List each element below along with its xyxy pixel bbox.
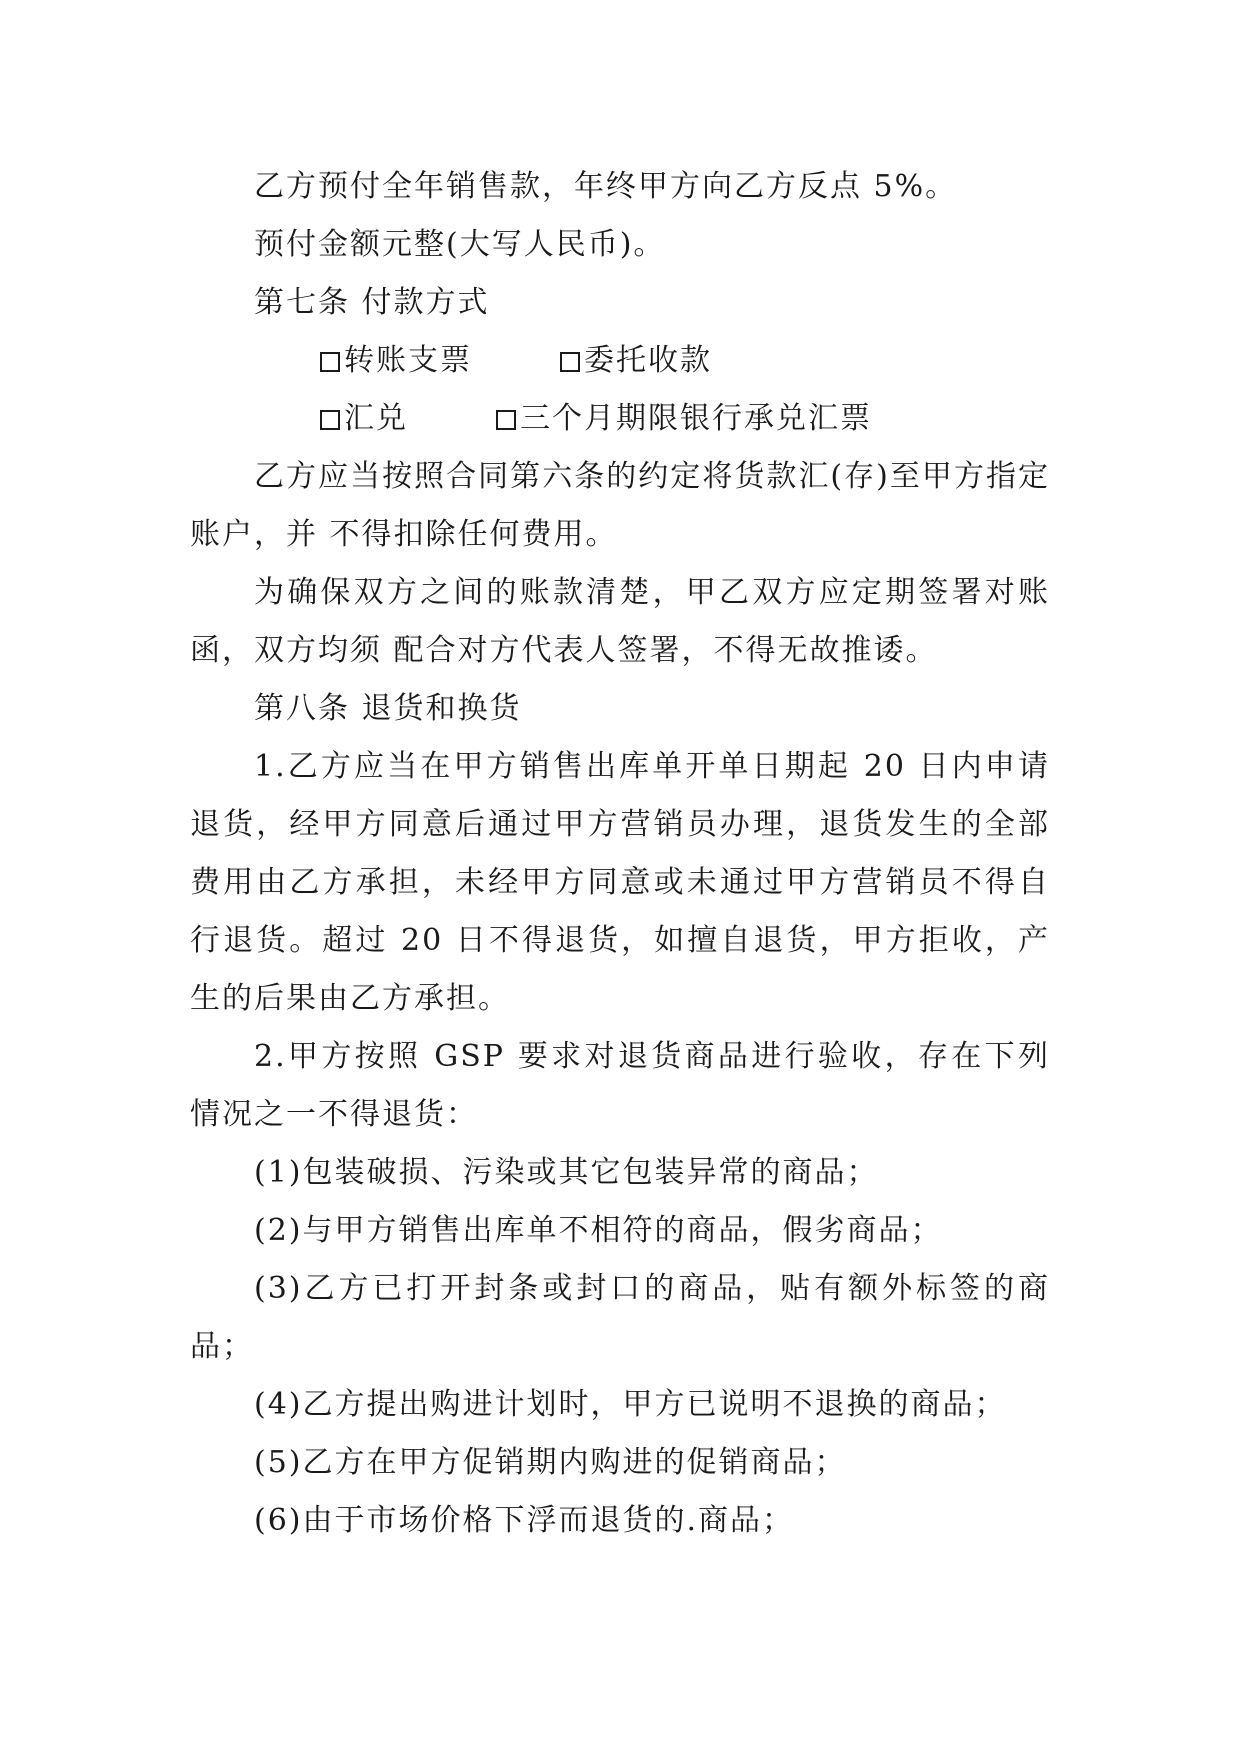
paragraph-prepayment-amount: 预付金额元整(大写人民币)。 — [254, 227, 666, 262]
checkbox-icon — [320, 352, 340, 372]
paragraph-prepayment-rebate: 乙方预付全年销售款，年终甲方向乙方反点 5%。 — [254, 169, 958, 204]
option-entrusted-collection — [494, 332, 712, 390]
list-item: (2)与甲方销售出库单不相符的商品，假劣商品； — [254, 1213, 943, 1248]
checkbox-icon — [560, 352, 580, 372]
option-label: 转账支票 — [344, 343, 472, 378]
list-item: (6)由于市场价格下浮而退货的.商品； — [254, 1503, 795, 1538]
paragraph-return-clause-2: 2.甲方按照 GSP 要求对退货商品进行验收，存在下列情况之一不得退货： — [190, 1039, 1050, 1132]
list-item: (3)乙方已打开封条或封口的商品，贴有额外标签的商品； — [190, 1271, 1050, 1364]
document-body — [190, 158, 1050, 1550]
list-item: (4)乙方提出购进计划时，甲方已说明不退换的商品； — [254, 1387, 1007, 1422]
paragraph-remittance-account: 乙方应当按照合同第六条的约定将货款汇(存)至甲方指定账户，并 不得扣除任何费用。 — [190, 459, 1050, 552]
checkbox-icon — [320, 410, 340, 430]
option-label: 委托收款 — [584, 343, 712, 378]
option-label: 三个月期限银行承兑汇票 — [520, 401, 872, 436]
paragraph-reconciliation: 为确保双方之间的账款清楚，甲乙双方应定期签署对账函，双方均须 配合对方代表人签署，不得无故推诿。 — [190, 575, 1050, 668]
option-remittance — [254, 390, 408, 448]
list-item: (5)乙方在甲方促销期内购进的促销商品； — [254, 1445, 847, 1480]
checkbox-icon — [496, 410, 516, 430]
option-label: 汇兑 — [344, 401, 408, 436]
article-7-heading: 第七条 付款方式 — [254, 285, 490, 320]
article-8-heading: 第八条 退货和换货 — [254, 691, 522, 726]
payment-options-row-2 — [190, 390, 1050, 448]
paragraph-return-clause-1: 1.乙方应当在甲方销售出库单开单日期起 20 日内申请退货，经甲方同意后通过甲方营销员办理，退货发生的全部费用由乙方承担，未经甲方同意或未通过甲方营销员不得自行退货。超过 20 日不得退货，如擅自退货，甲方拒收，产生的后果由乙方承担。 — [190, 749, 1050, 1016]
list-item: (1)包装破损、污染或其它包装异常的商品； — [254, 1155, 879, 1190]
payment-options-row-1 — [190, 332, 1050, 390]
option-transfer-check — [254, 332, 472, 390]
option-bank-acceptance-bill — [430, 390, 872, 448]
